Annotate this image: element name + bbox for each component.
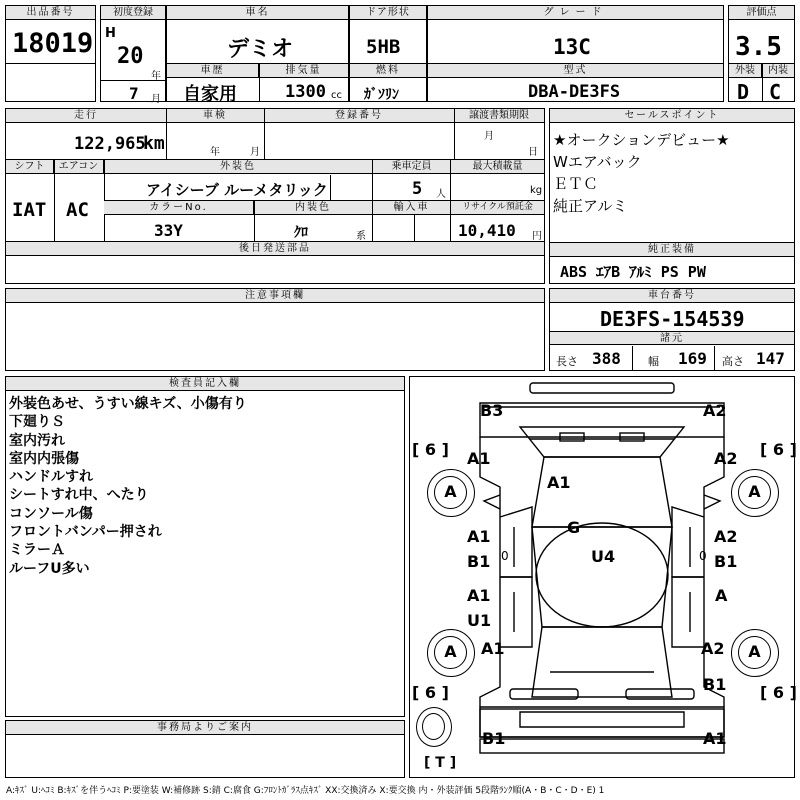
- import-label: 輸入車: [372, 201, 450, 215]
- history: 自家用: [183, 84, 237, 105]
- spare-tire: [416, 707, 452, 747]
- model: DBA-DE3FS: [528, 82, 621, 102]
- color-number: 33Y: [154, 221, 183, 240]
- shift: IAT: [12, 199, 47, 221]
- width-label: 幅: [648, 355, 659, 368]
- inspector-note: 室内汚れ: [9, 432, 65, 449]
- car-name-box: [166, 5, 349, 105]
- color-no-label: カラーNo.: [104, 201, 254, 215]
- tread-front-left: [ 6 ]: [412, 440, 449, 459]
- displacement-unit: cc: [331, 90, 342, 101]
- inspector-notes-title: 検査員記入欄: [6, 377, 404, 391]
- notes-label: 注意事項欄: [6, 289, 544, 303]
- sales-point: ★オークションデビュー★: [553, 131, 730, 149]
- recycle-fee: 10,410: [458, 221, 516, 240]
- fuel-label: 燃料: [350, 64, 426, 78]
- mark-front-bumper-right: A2: [703, 401, 727, 420]
- model-label: 型式: [428, 64, 723, 78]
- tread-rear-right: [ 6 ]: [760, 683, 797, 702]
- length: 388: [592, 349, 621, 368]
- spec-box: [5, 108, 545, 284]
- color-label: 外装色: [104, 160, 372, 174]
- mark-rear-fender-left: A1: [481, 639, 505, 658]
- inspector-notes-box: [5, 376, 405, 717]
- mark-roof: U4: [591, 547, 616, 566]
- interior-color-unit: 系: [356, 231, 366, 242]
- transfer-deadline-label: 譲渡書類期限: [454, 109, 544, 123]
- interior-label: 内装: [762, 64, 794, 78]
- year-unit: 年: [151, 71, 161, 82]
- inspection-label: 車検: [166, 109, 264, 123]
- tire-mark-rear-right: A: [738, 636, 771, 669]
- reg-number-label: 登録番号: [264, 109, 454, 123]
- mark-front-fender-left: A1: [467, 449, 491, 468]
- tread-front-right: [ 6 ]: [760, 440, 797, 459]
- ac: AC: [66, 199, 89, 221]
- length-label: 長さ: [556, 355, 578, 368]
- tire-rear-left: [427, 629, 475, 677]
- inspector-note: フロントバンパー押され: [9, 524, 162, 541]
- factory-equipment-label: 純正装備: [550, 243, 794, 257]
- inspection-month-unit: 月: [250, 147, 260, 158]
- car-outline: [410, 377, 794, 777]
- exterior-grade: D: [737, 80, 750, 104]
- dimensions-label: 諸元: [550, 331, 794, 345]
- later-parts-label: 後日発送部品: [6, 242, 544, 256]
- sales-points-box: [549, 108, 795, 284]
- chassis-label: 車台番号: [550, 289, 794, 303]
- first-registration-box: [100, 5, 166, 105]
- recycle-fee-label: リサイクル預託金: [450, 201, 544, 215]
- era: H: [105, 26, 116, 41]
- inspector-note: ミラーＡ: [9, 542, 65, 559]
- tire-mark-front-left: A: [434, 476, 467, 509]
- factory-equipment: ABS ｴｱB ｱﾙﾐ PS PW: [560, 263, 706, 281]
- inspector-notes-list: [9, 395, 247, 578]
- mark-front-door-left-a: A1: [467, 527, 491, 546]
- mark-front-bumper-left: B3: [480, 401, 504, 420]
- mileage-label: 走行: [6, 109, 166, 123]
- damage-legend: A:ｷｽﾞ U:ﾍｺﾐ B:ｷｽﾞを伴うﾍｺﾐ P:要塗装 W:補修跡 S:錆 C:腐食 G:ﾌﾛﾝﾄｶﾞﾗｽ点ｷｽﾞ XX:交換済み X:要交換 内・外装評価 5段階ﾗﾝｸ順(A・B・C・D・E) 1: [6, 786, 605, 796]
- lot-number: 18019: [12, 28, 94, 59]
- lot-number-box: [5, 5, 96, 102]
- trunk-mark: [ T ]: [424, 755, 457, 771]
- mark-front-door-right-a: A2: [714, 527, 738, 546]
- mark-hood: A1: [547, 473, 571, 492]
- inspector-note: シートすれ中、へたり: [9, 487, 149, 504]
- tire-front-left: [427, 469, 475, 517]
- height: 147: [756, 349, 785, 368]
- exterior-color: アイシーブ ルーメタリック: [146, 181, 328, 199]
- sales-point: Wエアバック: [553, 153, 642, 171]
- tire-mark-front-right: A: [738, 476, 771, 509]
- score: 3.5: [735, 32, 782, 62]
- interior-grade: C: [769, 80, 782, 104]
- car-name-label: 車名: [167, 6, 348, 20]
- score-box: [728, 5, 795, 102]
- door-label: ドア形状: [350, 6, 426, 20]
- transfer-day-unit: 日: [528, 147, 538, 158]
- interior-color: ｸﾛ: [294, 225, 308, 241]
- car-diagram-box: [409, 376, 795, 778]
- car-name: デミオ: [227, 37, 294, 62]
- history-label: 車歴: [167, 64, 259, 78]
- chassis-box: [549, 288, 795, 371]
- first-reg-month: 7: [129, 84, 139, 103]
- max-load-unit: kg: [530, 185, 543, 196]
- office-notice-title: 事務局よりご案内: [6, 721, 404, 735]
- inspection-year-unit: 年: [210, 147, 220, 158]
- mark-rear-bumper-right: A1: [703, 729, 727, 748]
- ac-label: エアコン: [54, 160, 104, 174]
- grade-box: [427, 5, 724, 102]
- inspector-note: 室内内張傷: [9, 450, 79, 467]
- inspector-note: コンソール傷: [9, 505, 93, 522]
- inspector-note: 外装色あせ、うすい線キズ、小傷有り: [9, 396, 247, 412]
- mark-rear-door-left-u: U1: [467, 611, 492, 630]
- grade-label: グレード: [428, 6, 723, 20]
- score-label: 評価点: [729, 6, 794, 20]
- displacement: 1300: [285, 82, 326, 102]
- transfer-month-unit: 月: [484, 131, 494, 142]
- inspector-note: ハンドルすれ: [9, 469, 93, 486]
- grade: 13C: [553, 35, 591, 59]
- mileage: 122,965: [74, 134, 146, 154]
- notes-box: [5, 288, 545, 371]
- seats-label: 乗車定員: [372, 160, 450, 174]
- displacement-label: 排気量: [259, 64, 348, 78]
- mark-front-fender-right: A2: [714, 449, 738, 468]
- max-load-label: 最大積載量: [450, 160, 544, 174]
- tread-rear-left: [ 6 ]: [412, 683, 449, 702]
- door-box: [349, 5, 427, 102]
- shift-label: シフト: [6, 160, 54, 174]
- tire-front-right: [731, 469, 779, 517]
- month-unit: 月: [151, 94, 161, 105]
- mark-rear-bumper-left: B1: [482, 729, 506, 748]
- fuel: ｶﾞｿﾘﾝ: [364, 87, 399, 103]
- width: 169: [678, 349, 707, 368]
- tire-rear-right: [731, 629, 779, 677]
- inspector-note: 下廻りＳ: [9, 414, 65, 431]
- sales-points-title: セールスポイント: [550, 109, 794, 123]
- sales-points-list: [553, 129, 730, 217]
- seats-unit: 人: [436, 189, 446, 200]
- sales-point: ＥＴＣ: [553, 175, 599, 193]
- mark-mirror-right: 0: [699, 549, 707, 563]
- interior-color-label: 内装色: [254, 201, 372, 215]
- inspector-note: ルーフU多い: [9, 560, 90, 577]
- tire-mark-rear-left: A: [434, 636, 467, 669]
- first-registration-label: 初度登録: [101, 6, 165, 20]
- office-notice-box: [5, 720, 405, 778]
- recycle-fee-unit: 円: [532, 231, 542, 242]
- seats: 5: [412, 179, 423, 199]
- mark-rear-fender-right: A2: [701, 639, 725, 658]
- mark-rear-door-right: A: [715, 586, 728, 605]
- mark-mirror-left: 0: [501, 549, 509, 563]
- first-reg-year: 20: [117, 44, 144, 69]
- door-type: 5HB: [366, 36, 401, 58]
- mark-front-door-left-b: B1: [467, 552, 491, 571]
- lot-number-label: 出品番号: [6, 6, 95, 20]
- mark-rear-door-left-a: A1: [467, 586, 491, 605]
- mark-windshield: G: [567, 518, 581, 537]
- mark-front-door-right-b: B1: [714, 552, 738, 571]
- exterior-label: 外装: [729, 64, 762, 78]
- chassis-number: DE3FS-154539: [600, 307, 745, 331]
- sales-point: 純正アルミ: [553, 197, 628, 215]
- mark-rear-quarter-right: B1: [703, 675, 727, 694]
- mileage-unit: km: [143, 133, 165, 154]
- height-label: 高さ: [722, 355, 744, 368]
